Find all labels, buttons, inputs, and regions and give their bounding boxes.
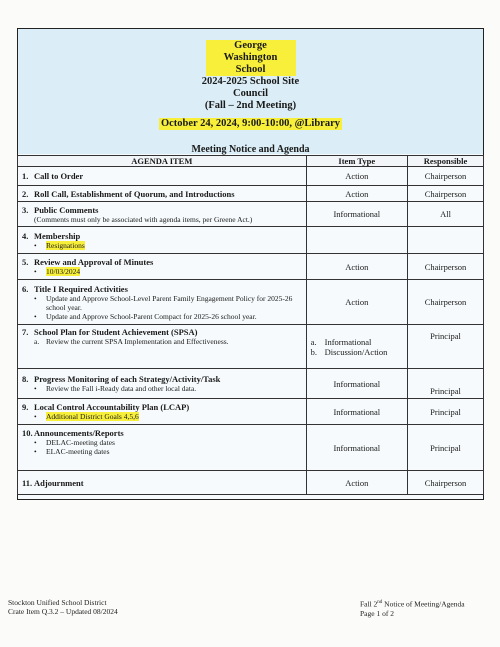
col-header-responsible: Responsible <box>408 156 484 167</box>
bullet-icon: • <box>34 438 37 447</box>
council-line-1: 2024-2025 School Site <box>201 76 300 87</box>
bullet-icon: • <box>34 447 37 456</box>
col-header-type: Item Type <box>306 156 407 167</box>
bullet-icon: • <box>34 293 37 303</box>
footer-page-number: Page 1 of 2 <box>360 608 394 618</box>
footer-district: Stockton Unified School District <box>8 598 107 607</box>
table-header-row <box>18 156 484 167</box>
table-row: 4. Membership • Resignations <box>18 227 484 254</box>
footer-crate-item: Crate Item Q.3.2 – Updated 08/2024 <box>8 607 118 616</box>
table-row: 8. Progress Monitoring of each Strategy/Activity/Task • Review the Fall i-Ready data and other local data. Informational Principal <box>18 369 484 399</box>
school-name: George Washington School <box>206 40 296 76</box>
agenda-header <box>18 40 483 156</box>
item-type-list: a. Informational b. Discussion/Action <box>310 336 388 357</box>
table-row: 6. Title I Required Activities • Update and Approve School-Level Parent Family Engagement Policy for 2025-26 school year. • Update and Approve School-Parent Compact for 2025-26 school year. Action Chairperson <box>18 280 484 325</box>
meeting-label: (Fall – 2nd Meeting) <box>204 100 297 111</box>
col-header-item: AGENDA ITEM <box>18 156 307 167</box>
table-row: 11. Adjournment Action Chairperson <box>18 471 484 495</box>
bullet-icon: • <box>34 311 37 321</box>
table-row: 5. Review and Approval of Minutes • 10/03/2024 Action Chairperson <box>18 254 484 280</box>
bullet-icon: • <box>34 384 37 393</box>
notice-title: Meeting Notice and Agenda <box>191 144 310 155</box>
meeting-date-time: October 24, 2024, 9:00-10:00, @Library <box>160 118 340 129</box>
footer-right <box>360 598 465 618</box>
footer-notice-label: Fall 2nd Notice of Meeting/Agenda <box>360 599 465 609</box>
table-row: 9. Local Control Accountability Plan (LCAP) • Additional District Goals 4,5,6 Informational Principal <box>18 399 484 425</box>
footer-left <box>8 598 118 616</box>
table-row: 10.Announcements/Reports • DELAC-meeting dates • ELAC-meeting dates Informational Principal <box>18 425 484 471</box>
council-line-2: Council <box>232 88 268 99</box>
table-row: 3. Public Comments (Comments must only be associated with agenda items, per Greene Act.) Informational All <box>18 202 484 227</box>
bullet-icon: • <box>34 267 37 276</box>
table-row: 7. School Plan for Student Achievement (SPSA) a. Review the current SPSA Implementation and Effectiveness. a. Informational b. Discussion/Action Principal <box>18 325 484 369</box>
bullet-icon: • <box>34 240 37 250</box>
agenda-table <box>17 155 484 495</box>
table-row: 1. Call to Order Action Chairperson <box>18 167 484 186</box>
bullet-icon: • <box>34 412 37 421</box>
table-row: 2. Roll Call, Establishment of Quorum, and Introductions Action Chairperson <box>18 186 484 202</box>
